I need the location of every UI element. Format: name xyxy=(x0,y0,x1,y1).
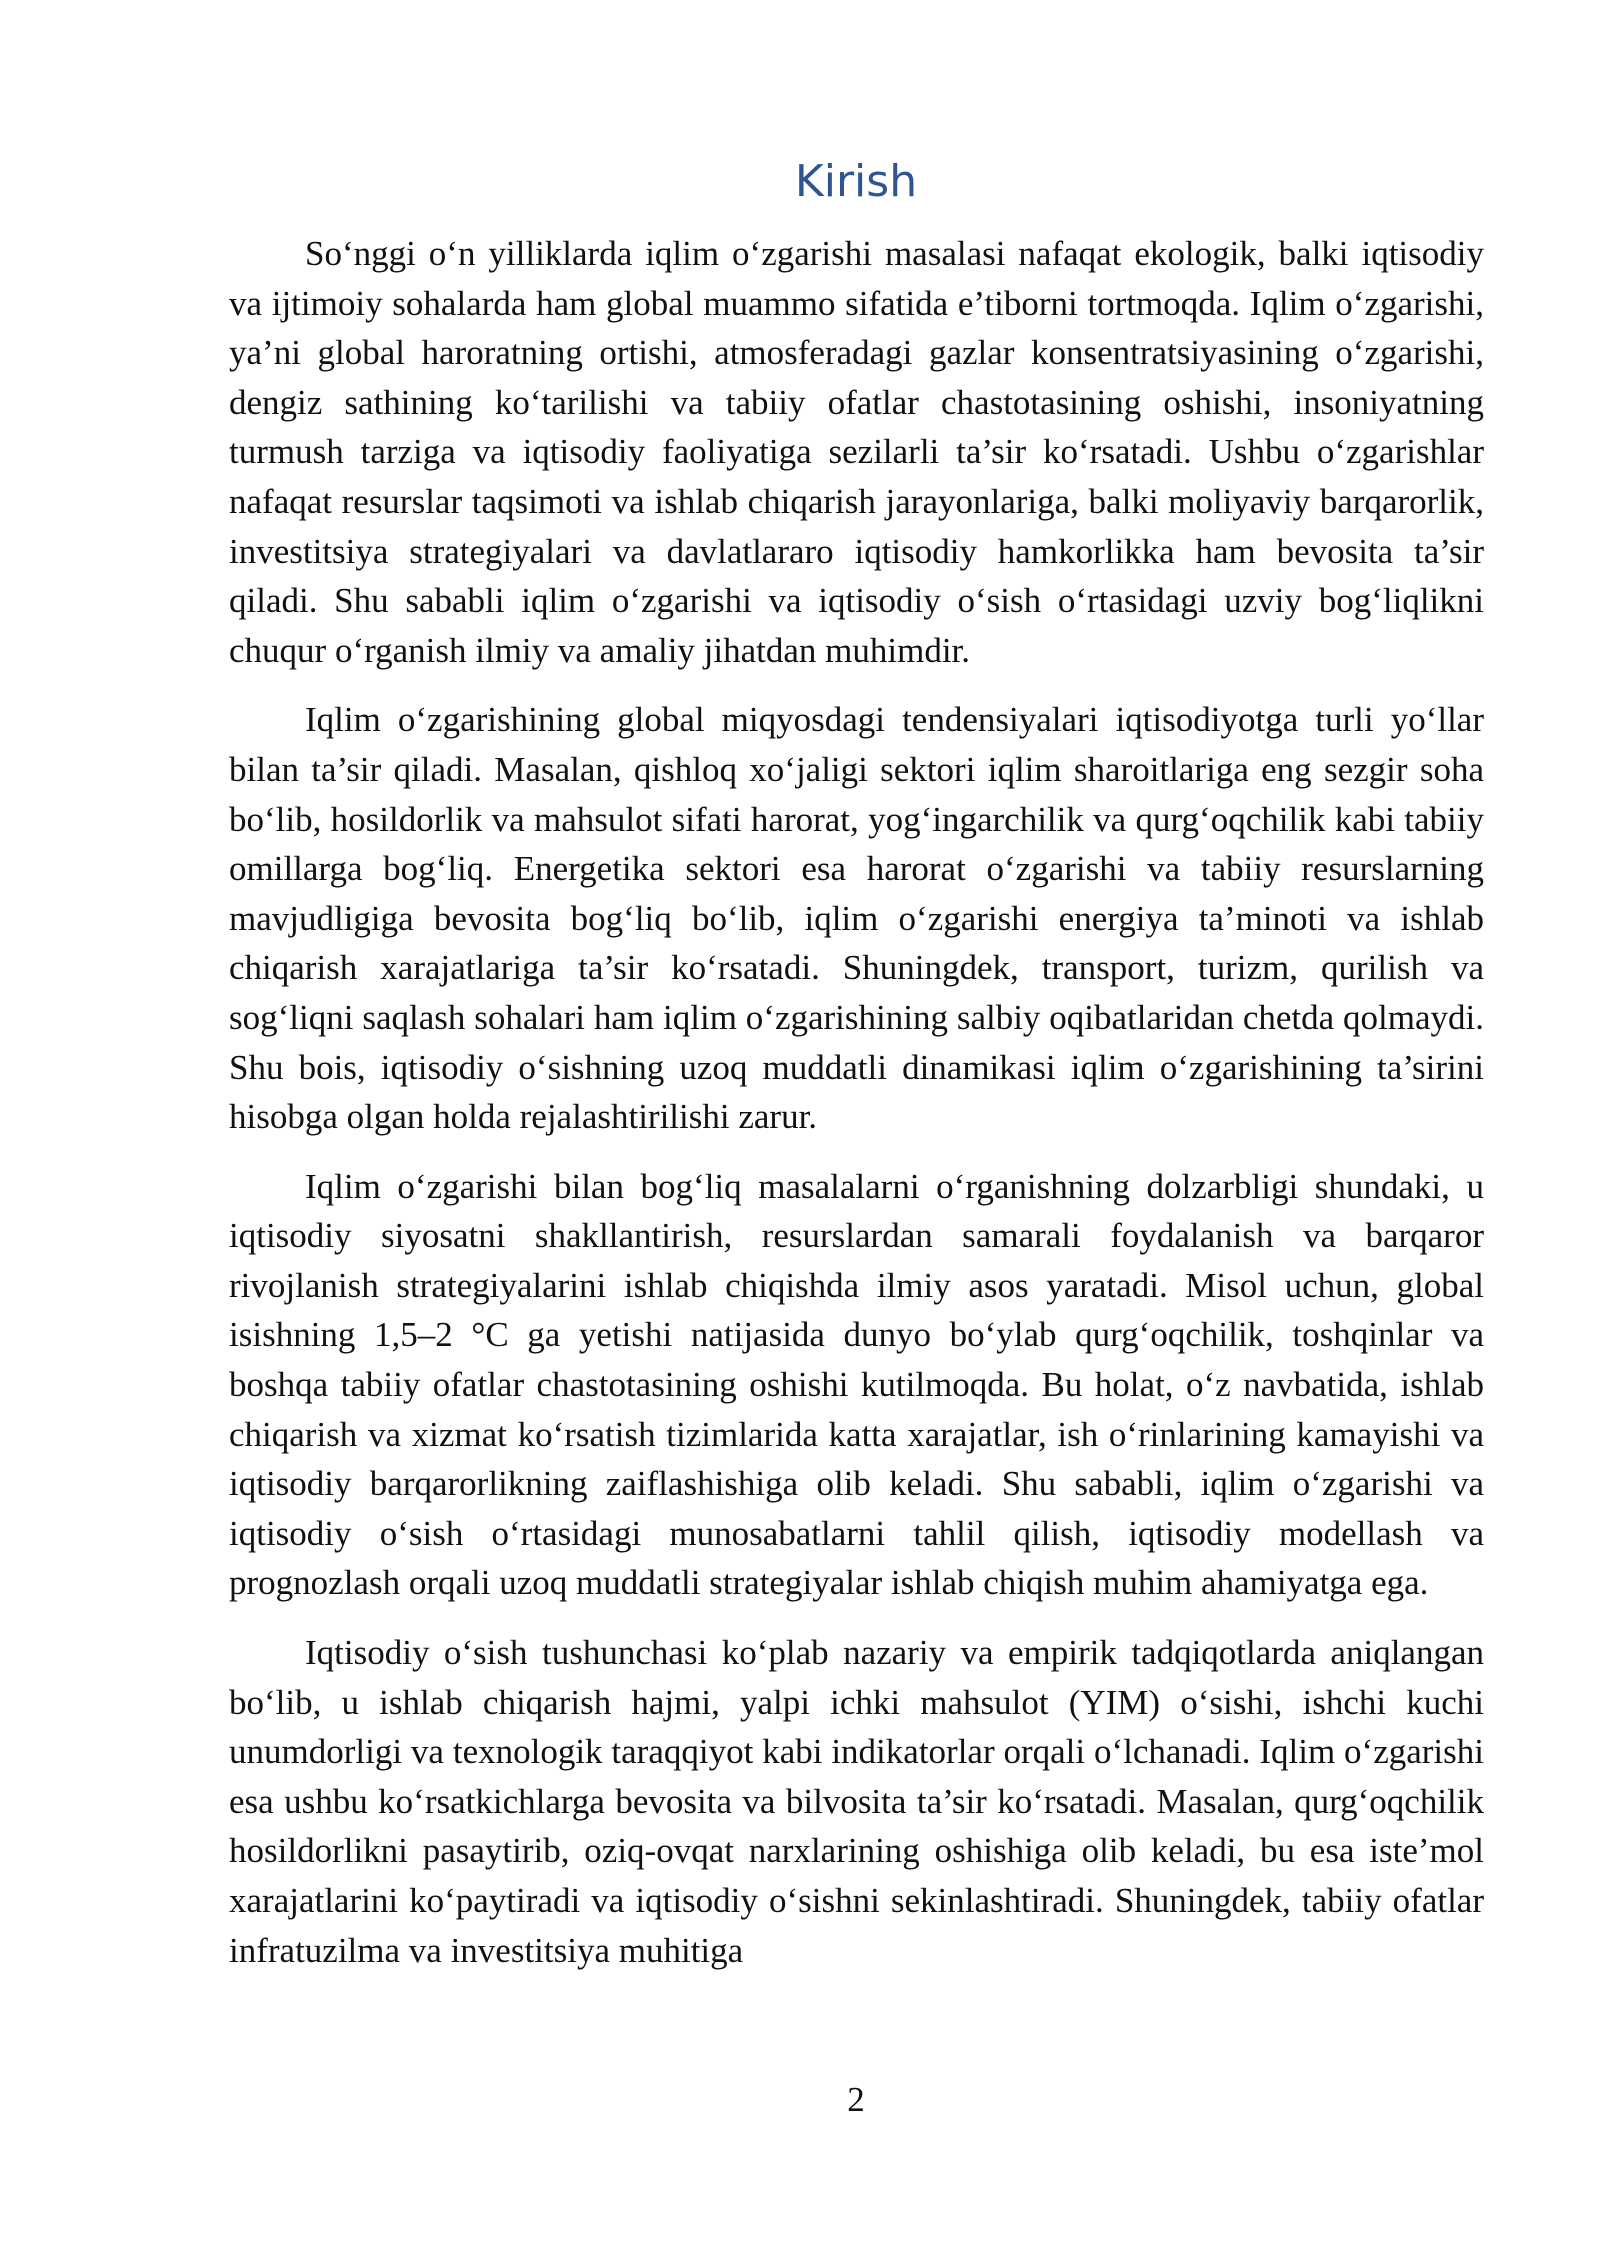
paragraph-2: Iqlim o‘zgarishining global miqyosdagi tendensiyalari iqtisodiyotga turli yo‘llar bilan ta’sir qiladi. Masalan, qishloq xo‘jaligi sektori iqlim sharoitlariga eng sezgir soha bo‘lib, hosildorlik va mahsulot sifati harorat, yog‘ingarchilik va qurg‘oqchilik kabi tabiiy omillarga bog‘liq. Energetika sektori esa harorat o‘zgarishi va tabiiy resurslarning mavjudligiga bevosita bog‘liq bo‘lib, iqlim o‘zgarishi energiya ta’minoti va ishlab chiqarish xarajatlariga ta’sir ko‘rsatadi. Shuningdek, transport, turizm, qurilish va sog‘liqni saqlash sohalari ham iqlim o‘zgarishining salbiy oqibatlaridan chetda qolmaydi. Shu bois, iqtisodiy o‘sishning uzoq muddatli dinamikasi iqlim o‘zgarishining ta’sirini hisobga olgan holda rejalashtirilishi zarur. xyxy=(229,700,1484,1137)
page-number: 2 xyxy=(847,2080,865,2119)
body-text xyxy=(229,229,1484,1995)
section-heading: Kirish xyxy=(794,156,918,207)
paragraph-1: So‘nggi o‘n yilliklarda iqlim o‘zgarishi masalasi nafaqat ekologik, balki iqtisodiy va ijtimoiy sohalarda ham global muammo sifatida e’tiborni tortmoqda. Iqlim o‘zgarishi, ya’ni global haroratning ortishi, atmosferadagi gazlar konsentratsiyasining o‘zgarishi, dengiz sathining ko‘tarilishi va tabiiy ofatlar chastotasining oshishi, insoniyatning turmush tarziga va iqtisodiy faoliyatiga sezilarli ta’sir ko‘rsatadi. Ushbu o‘zgarishlar nafaqat resurslar taqsimoti va ishlab chiqarish jarayonlariga, balki moliyaviy barqarorlik, investitsiya strategiyalari va davlatlararo iqtisodiy hamkorlikka ham bevosita ta’sir qiladi. Shu sababli iqlim o‘zgarishi va iqtisodiy o‘sish o‘rtasidagi uzviy bog‘liqlikni chuqur o‘rganish ilmiy va amaliy jihatdan muhimdir. xyxy=(229,234,1484,670)
paragraph-4: Iqtisodiy o‘sish tushunchasi ko‘plab nazariy va empirik tadqiqotlarda aniqlangan bo‘lib, u ishlab chiqarish hajmi, yalpi ichki mahsulot (YIM) o‘sishi, ishchi kuchi unumdorligi va texnologik taraqqiyot kabi indikatorlar orqali o‘lchanadi. Iqlim o‘zgarishi esa ushbu ko‘rsatkichlarga bevosita va bilvosita ta’sir ko‘rsatadi. Masalan, qurg‘oqchilik hosildorlikni pasaytirib, oziq-ovqat narxlarining oshishiga olib keladi, bu esa iste’mol xarajatlarini ko‘paytiradi va iqtisodiy o‘sishni sekinlashtiradi. Shuningdek, tabiiy ofatlar infratuzilma va investitsiya muhitiga xyxy=(229,1633,1484,1970)
paragraph-3: Iqlim o‘zgarishi bilan bog‘liq masalalarni o‘rganishning dolzarbligi shundaki, u iqtisodiy siyosatni shakllantirish, resurslardan samarali foydalanish va barqaror rivojlanish strategiyalarini ishlab chiqishda ilmiy asos yaratadi. Misol uchun, global isishning 1,5–2 °C ga yetishi natijasida dunyo bo‘ylab qurg‘oqchilik, toshqinlar va boshqa tabiiy ofatlar chastotasining oshishi kutilmoqda. Bu holat, o‘z navbatida, ishlab chiqarish va xizmat ko‘rsatish tizimlarida katta xarajatlar, ish o‘rinlarining kamayishi va iqtisodiy barqarorlikning zaiflashishiga olib keladi. Shu sababli, iqlim o‘zgarishi va iqtisodiy o‘sish o‘rtasidagi munosabatlarni tahlil qilish, iqtisodiy modellash va prognozlash orqali uzoq muddatli strategiyalar ishlab chiqish muhim ahamiyatga ega. xyxy=(229,1166,1484,1603)
